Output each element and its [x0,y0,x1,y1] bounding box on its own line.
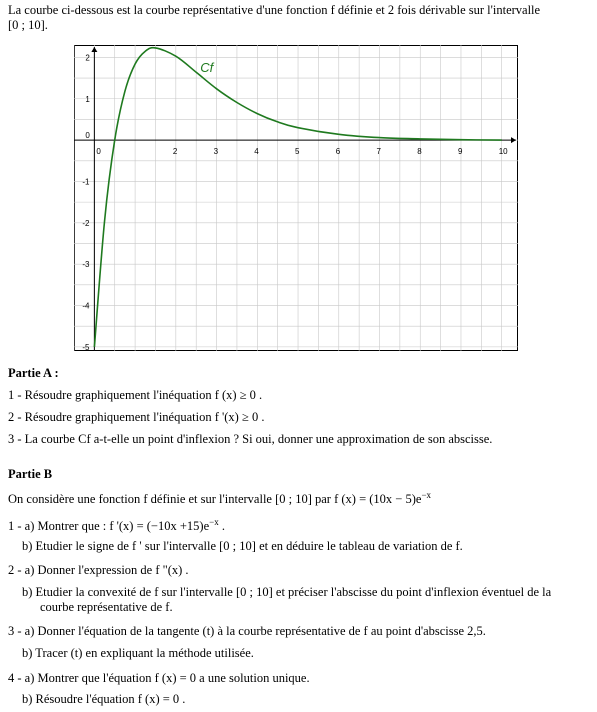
partie-b-q4a: 4 - a) Montrer que l'équation f (x) = 0 a une solution unique. [8,671,310,685]
partie-a-q2: 2 - Résoudre graphiquement l'inéquation f '(x) ≥ 0 . [8,410,265,424]
partie-b-q2a: 2 - a) Donner l'expression de f "(x) . [8,563,189,577]
partie-a-q3: 3 - La courbe Cf a-t-elle un point d'inflexion ? Si oui, donner une approximation de son abscisse. [8,432,493,446]
intro-line-1: La courbe ci-dessous est la courbe représentative d'une fonction f définie et 2 fois dérivable sur l'intervalle [8,3,541,17]
x-tick-label: 9 [457,147,463,157]
x-tick-label: 7 [376,147,381,157]
partie-b-q1a-exponent: −x [209,517,219,527]
partie-b-q3b: b) Tracer (t) en expliquant la méthode utilisée. [22,646,254,660]
y-tick-label: -4 [82,301,90,311]
partie-a-q1: 1 - Résoudre graphiquement l'inéquation f (x) ≥ 0 . [8,388,263,402]
y-tick-label: -1 [82,177,90,187]
curve-label-cf: Cf [200,59,214,75]
partie-a-title: Partie A : [8,366,59,380]
partie-b-q1a-text: 1 - a) Montrer que : f '(x) = (−10x +15)e [8,519,210,534]
partie-b-q2b-line2: courbe représentative de f. [40,600,173,614]
y-tick-label: -5 [82,342,90,351]
partie-b-intro-exponent: −x [421,490,432,500]
partie-b-q1a-end: . [218,519,225,534]
x-tick-label: 0 [96,147,101,157]
partie-b-q1a [8,517,225,534]
y-tick-label: -2 [82,218,90,228]
x-tick-label: 3 [213,147,219,157]
x-tick-label: 10 [498,147,508,157]
y-tick-label: 2 [85,53,90,63]
partie-b-intro-text: On considère une fonction f définie et sur l'intervalle [0 ; 10] par f (x) = (10x − 5)e [8,492,422,507]
y-tick-label: -3 [82,260,90,270]
y-tick-label: 1 [85,94,90,104]
partie-b-q4b: b) Résoudre l'équation f (x) = 0 . [22,692,186,706]
graph-frame [75,46,518,351]
intro-line-2: [0 ; 10]. [8,18,48,32]
x-tick-label: 6 [335,147,341,157]
partie-b-title: Partie B [8,467,53,481]
partie-b-q1b: b) Etudier le signe de f ' sur l'intervalle [0 ; 10] et en déduire le tableau de variation de f. [22,539,463,553]
x-tick-label: 5 [295,147,300,157]
intro-text [8,3,593,33]
partie-b-q2b-line1: b) Etudier la convexité de f sur l'intervalle [0 ; 10] et préciser l'abscisse du point d'inflexion éventuel de la [22,585,552,599]
x-tick-label: 2 [172,147,178,157]
function-graph [74,45,518,351]
y-tick-label: 0 [85,131,90,141]
x-tick-label: 4 [254,147,259,157]
x-tick-label: 8 [417,147,422,157]
partie-b-intro [8,490,431,507]
partie-b-q3a: 3 - a) Donner l'équation de la tangente (t) à la courbe représentative de f au point d'abscisse 2,5. [8,624,486,638]
